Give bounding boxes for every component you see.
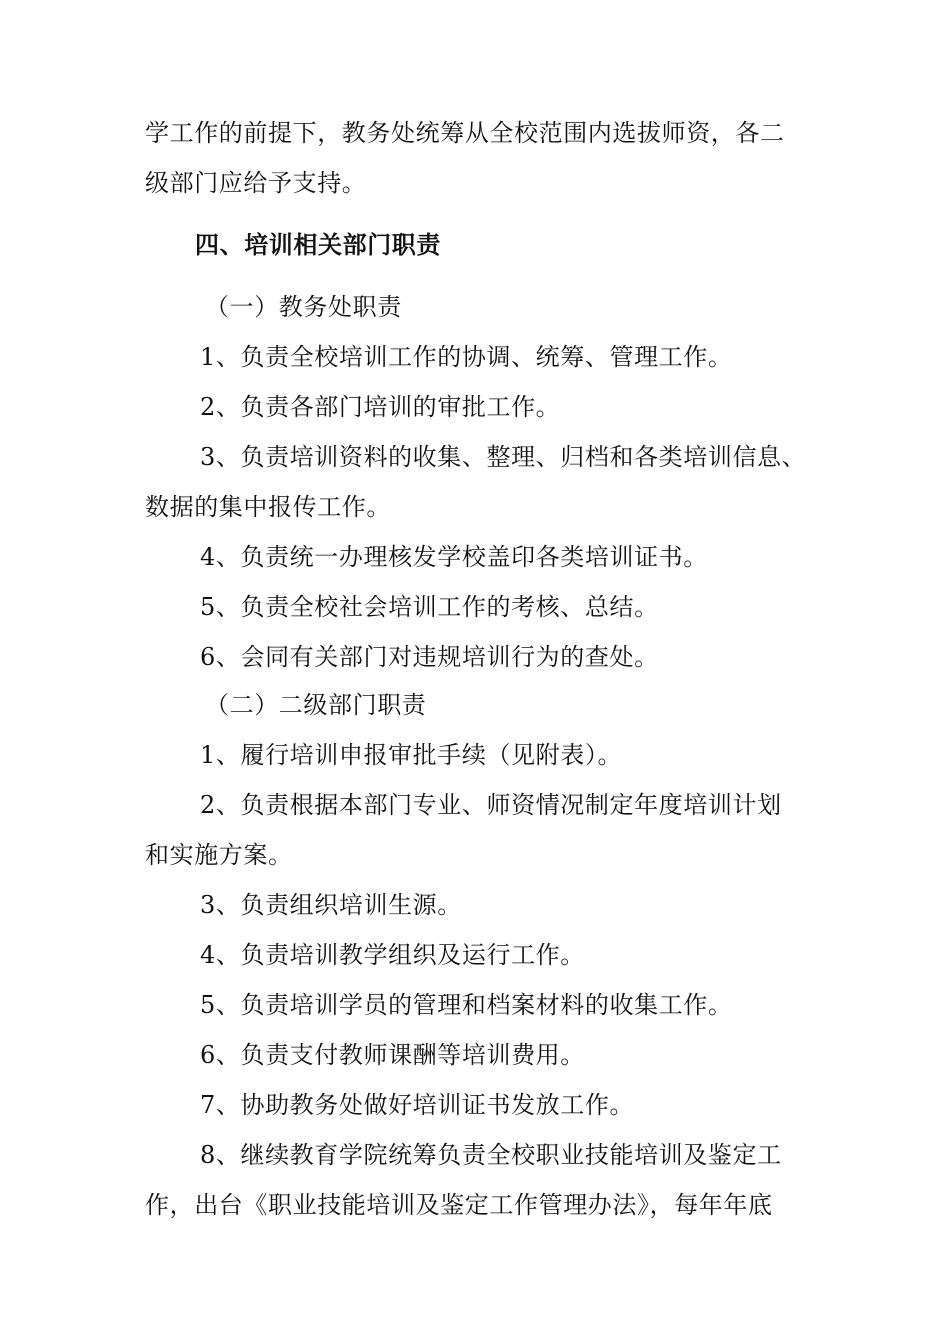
paragraph-line: 学工作的前提下，教务处统筹从全校范围内选拔师资，各二 [145,119,785,147]
list-item: 4、负责培训教学组织及运行工作。 [200,941,585,969]
list-item-continuation: 作，出台《职业技能培训及鉴定工作管理办法》，每年年底 [145,1191,773,1219]
list-item-continuation: 和实施方案。 [145,841,293,869]
list-item: 1、履行培训申报审批手续（见附表）。 [200,741,623,769]
list-item: 7、协助教务处做好培训证书发放工作。 [200,1091,635,1119]
list-item: 8、继续教育学院统筹负责全校职业技能培训及鉴定工 [200,1141,782,1169]
subsection-heading: （一）教务处职责 [205,293,402,321]
list-item: 2、负责根据本部门专业、师资情况制定年度培训计划 [200,791,782,819]
section-heading: 四、培训相关部门职责 [195,231,441,259]
list-item: 5、负责培训学员的管理和档案材料的收集工作。 [200,991,733,1019]
list-item-continuation: 数据的集中报传工作。 [145,493,391,521]
list-item: 6、会同有关部门对违规培训行为的查处。 [200,643,659,671]
list-item: 3、负责培训资料的收集、整理、归档和各类培训信息、 [200,443,807,471]
list-item: 3、负责组织培训生源。 [200,891,462,919]
list-item: 5、负责全校社会培训工作的考核、总结。 [200,593,659,621]
list-item: 4、负责统一办理核发学校盖印各类培训证书。 [200,543,708,571]
paragraph-line: 级部门应给予支持。 [145,169,367,197]
list-item: 1、负责全校培训工作的协调、统筹、管理工作。 [200,343,733,371]
subsection-heading: （二）二级部门职责 [205,691,427,719]
list-item: 6、负责支付教师课酬等培训费用。 [200,1041,585,1069]
list-item: 2、负责各部门培训的审批工作。 [200,393,561,421]
